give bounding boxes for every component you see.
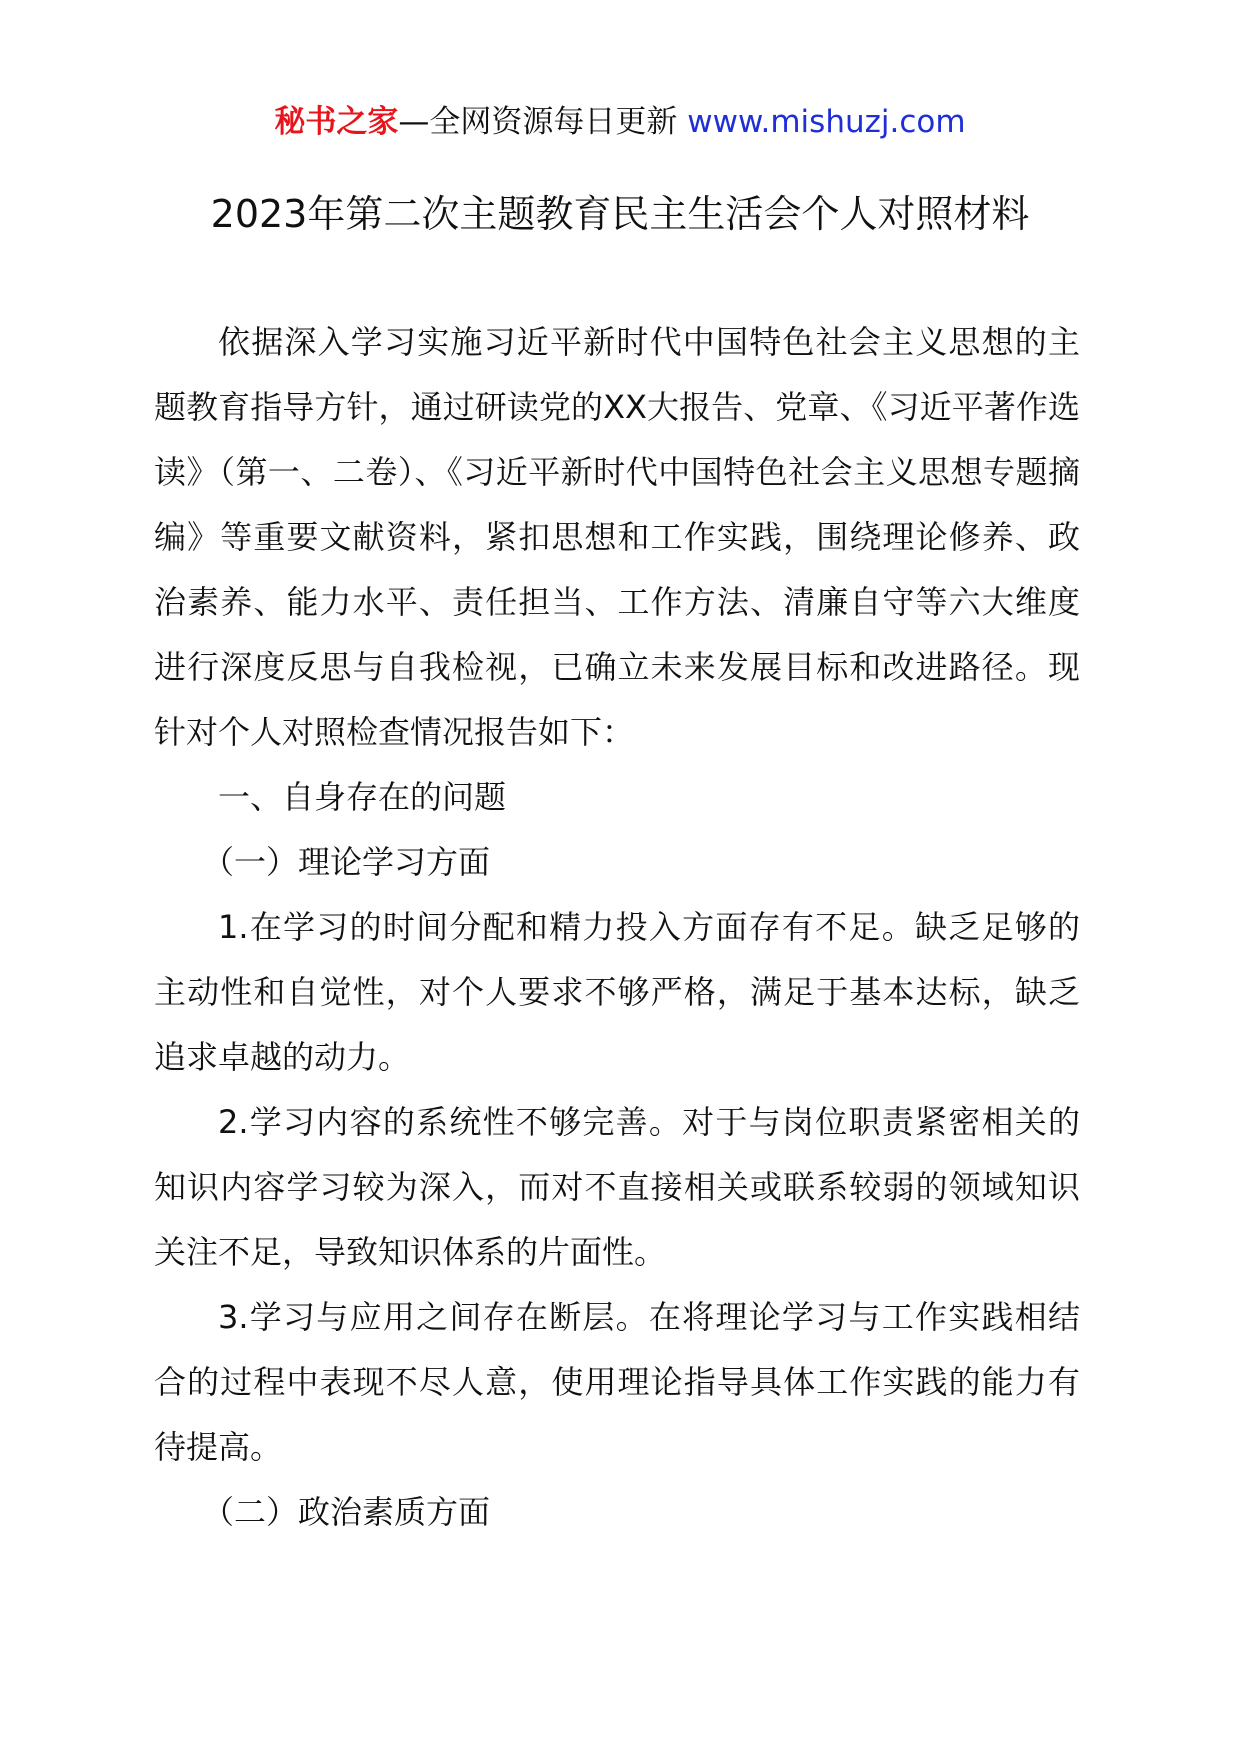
- problem-item-1: 1.在学习的时间分配和精力投入方面存有不足。缺乏足够的主动性和自觉性，对个人要求不够严格，满足于基本达标，缺乏追求卓越的动力。: [154, 908, 1080, 1076]
- document-body: [154, 310, 1080, 1545]
- subsection-heading-politics: （二）政治素质方面: [202, 1493, 491, 1531]
- problem-item-2: 2.学习内容的系统性不够完善。对于与岗位职责紧密相关的知识内容学习较为深入，而对不直接相关或联系较弱的领域知识关注不足，导致知识体系的片面性。: [154, 1103, 1080, 1271]
- brand-name: 秘书之家: [274, 104, 399, 140]
- intro-paragraph: 依据深入学习实施习近平新时代中国特色社会主义思想的主题教育指导方针，通过研读党的XX大报告、党章、《习近平著作选读》（第一、二卷）、《习近平新时代中国特色社会主义思想专题摘编》等重要文献资料，紧扣思想和工作实践，围绕理论修养、政治素养、能力水平、责任担当、工作方法、清廉自守等六大维度进行深度反思与自我检视，已确立未来发展目标和改进路径。现针对个人对照检查情况报告如下：: [154, 323, 1080, 751]
- site-header: [0, 100, 1240, 144]
- subsection-heading-theory: （一）理论学习方面: [202, 843, 491, 881]
- site-link[interactable]: www.mishuzj.com: [687, 104, 966, 140]
- header-tagline: —全网资源每日更新: [398, 104, 678, 140]
- problem-item-3: 3.学习与应用之间存在断层。在将理论学习与工作实践相结合的过程中表现不尽人意，使用理论指导具体工作实践的能力有待提高。: [154, 1298, 1080, 1466]
- document-title: 2023年第二次主题教育民主生活会个人对照材料: [210, 192, 1030, 236]
- section-heading-problems: 一、自身存在的问题: [218, 778, 507, 816]
